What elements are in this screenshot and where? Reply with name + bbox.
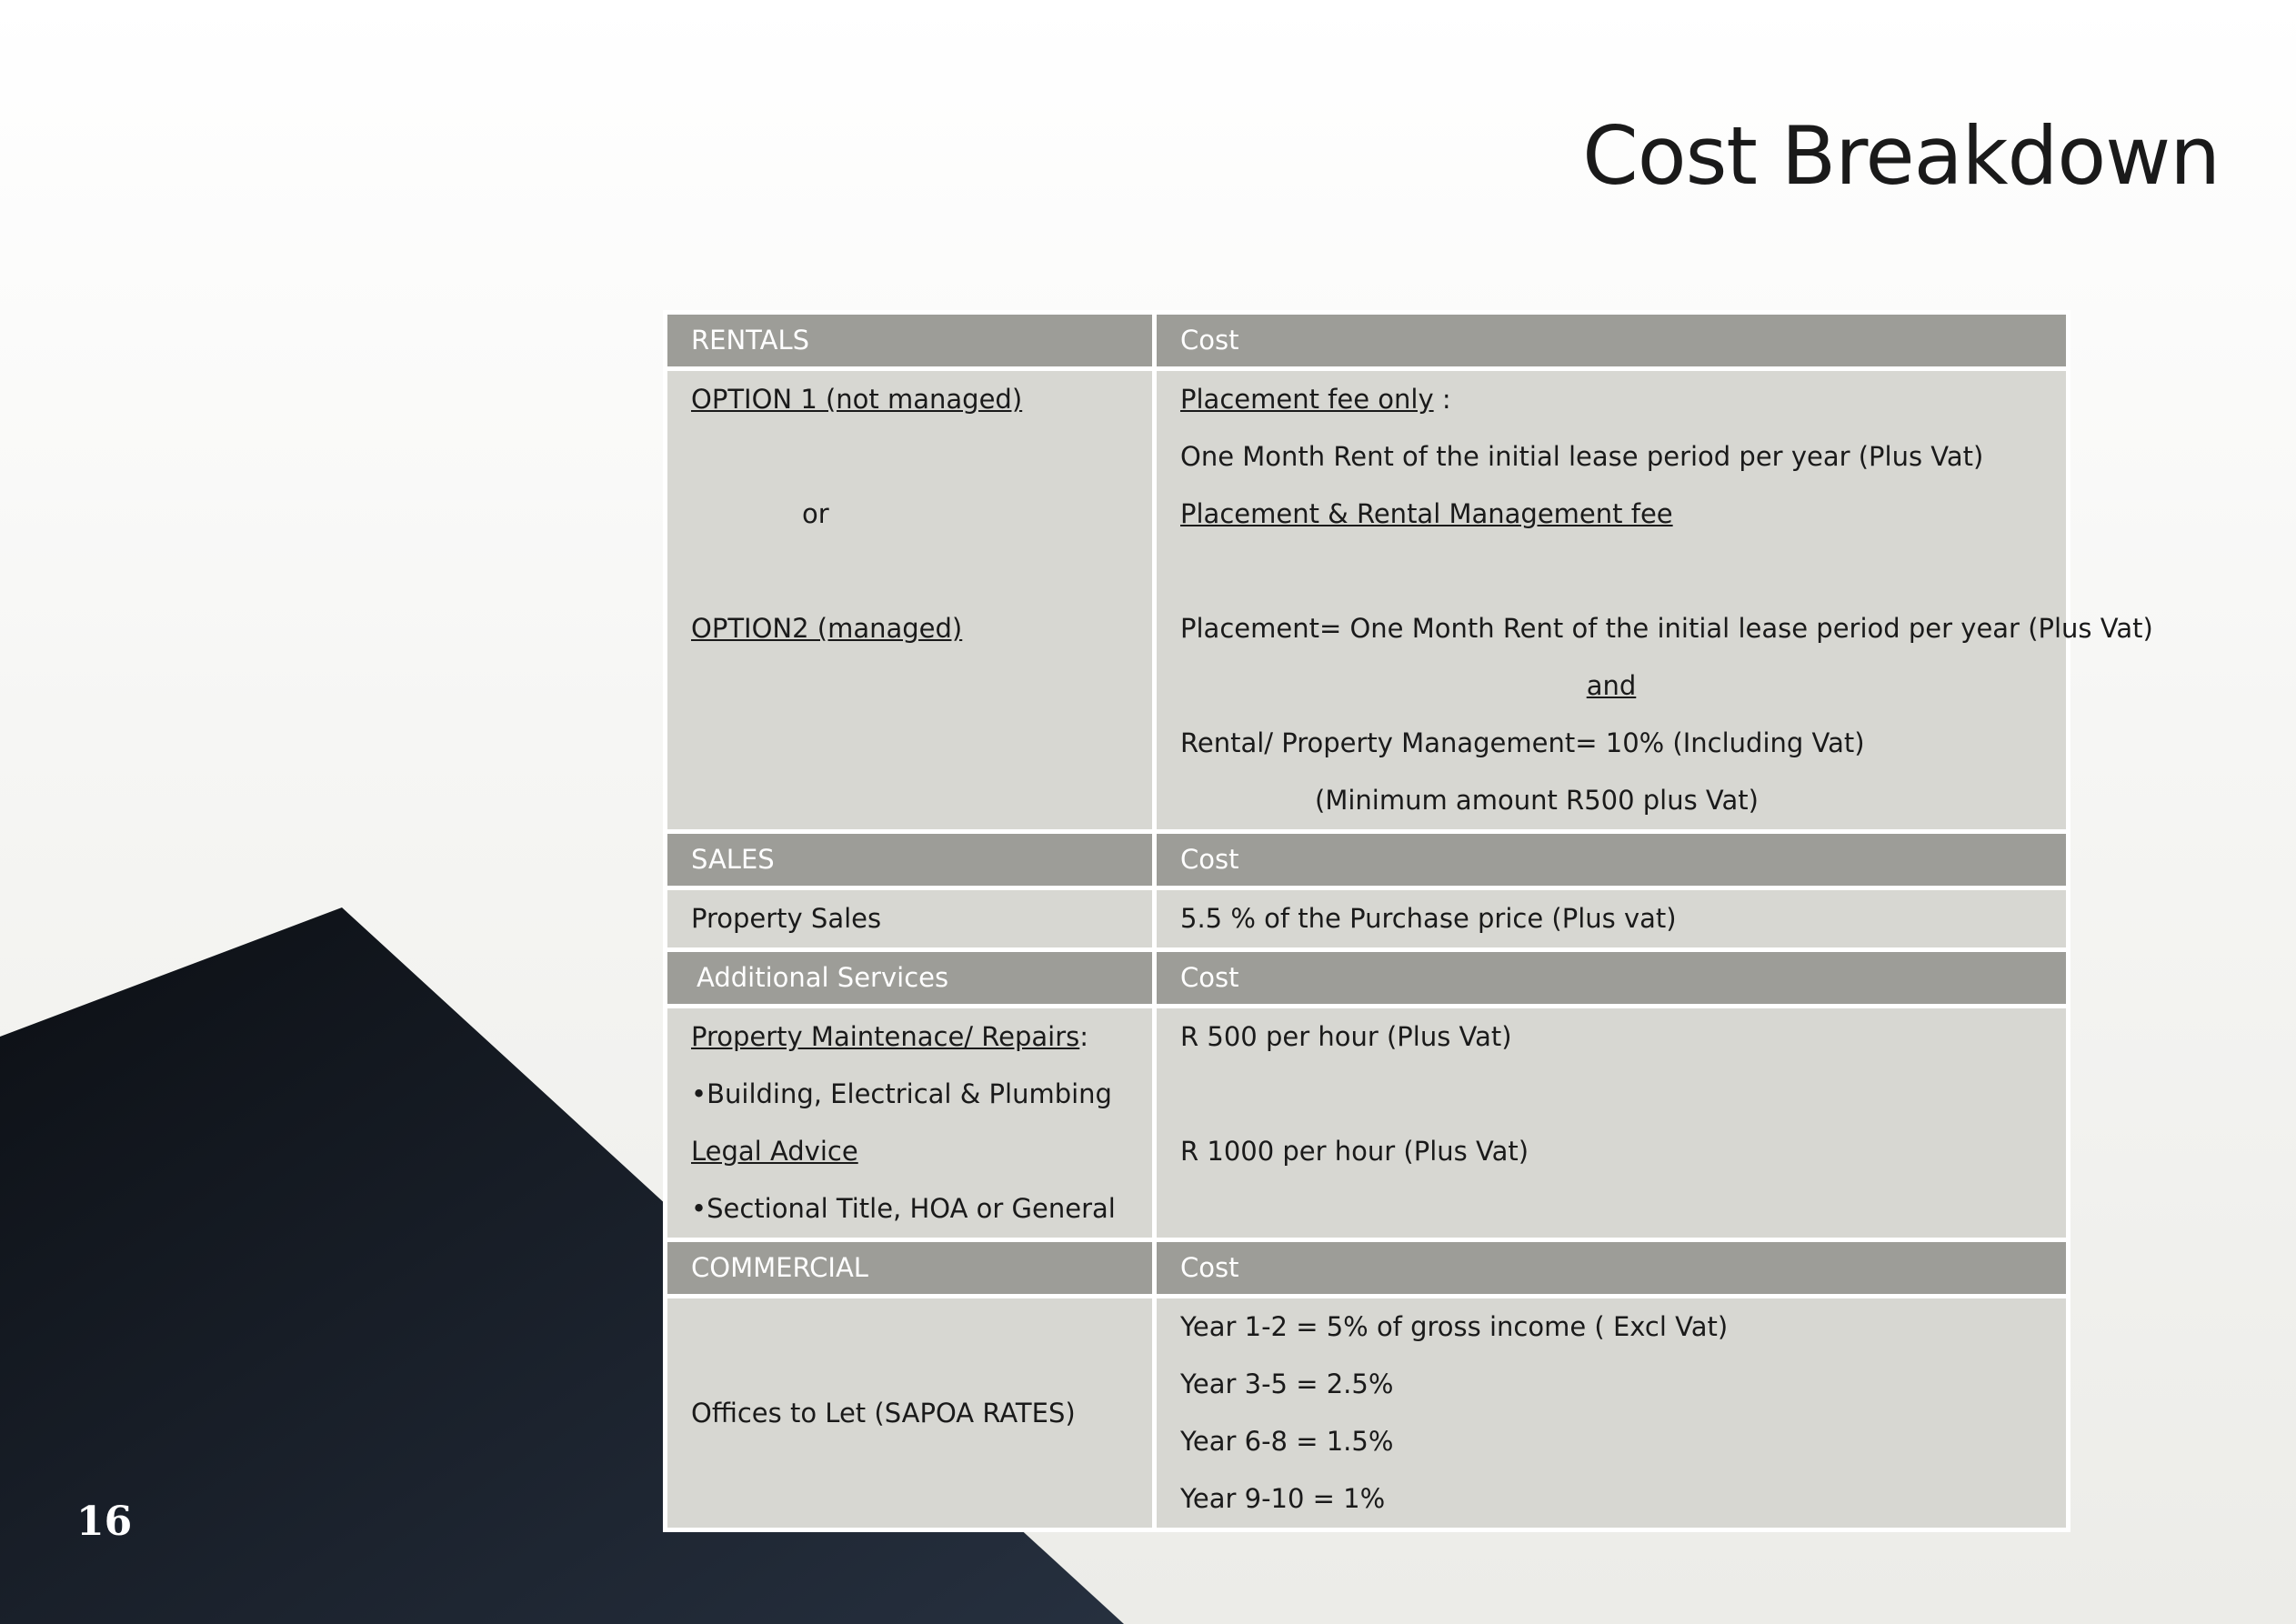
or-label: or <box>802 498 829 529</box>
legal-detail: •Sectional Title, HOA or General <box>691 1193 1116 1224</box>
placement-fee-label: Placement fee only <box>1180 384 1434 415</box>
sales-cost: 5.5 % of the Purchase price (Plus vat) <box>1180 903 1677 934</box>
rentals-header-row <box>666 313 2069 369</box>
and-label: and <box>1586 670 1637 701</box>
commercial-item-cell <box>666 1297 1155 1530</box>
commercial-header: COMMERCIAL <box>666 1240 1155 1297</box>
minimum-amount: (Minimum amount R500 plus Vat) <box>1315 785 1759 816</box>
sales-item: Property Sales <box>691 903 882 934</box>
option1-label: OPTION 1 (not managed) <box>691 384 1023 415</box>
additional-header: Additional Services <box>697 962 949 993</box>
rentals-cost-cell <box>1155 369 2153 832</box>
additional-cost-cell <box>1155 1007 2069 1240</box>
commercial-cost-header: Cost <box>1155 1240 2069 1297</box>
additional-cost-header: Cost <box>1155 950 2069 1007</box>
rentals-row <box>666 369 2069 832</box>
sales-header: SALES <box>666 832 1155 888</box>
commercial-item: Offices to Let (SAPOA RATES) <box>691 1397 1076 1429</box>
rentals-header: RENTALS <box>666 313 1155 369</box>
rentals-cost-header: Cost <box>1155 313 2069 369</box>
rentals-options-cell <box>666 369 1155 832</box>
legal-cost: R 1000 per hour (Plus Vat) <box>1180 1136 1529 1167</box>
commercial-row <box>666 1297 2069 1530</box>
commercial-header-row <box>666 1240 2069 1297</box>
legal-label: Legal Advice <box>691 1136 858 1167</box>
maintenance-colon: : <box>1079 1021 1089 1052</box>
page-number: 16 <box>76 1499 133 1545</box>
commercial-rates-cell <box>1155 1297 2069 1530</box>
maintenance-line <box>691 1008 1128 1066</box>
sales-cost-header: Cost <box>1155 832 2069 888</box>
cost-breakdown-table <box>663 310 2153 1532</box>
placement-fee-line <box>1180 371 2042 428</box>
maintenance-detail: •Building, Electrical & Plumbing <box>691 1078 1112 1109</box>
additional-row <box>666 1007 2069 1240</box>
management-fee-label: Placement & Rental Management fee <box>1180 498 1673 529</box>
maintenance-cost: R 500 per hour (Plus Vat) <box>1180 1021 1512 1052</box>
placement-fee-colon: : <box>1433 384 1451 415</box>
maintenance-label: Property Maintenace/ Repairs <box>691 1021 1080 1052</box>
page-title: Cost Breakdown <box>1582 109 2220 203</box>
placement-line: Placement= One Month Rent of the initial lease period per year (Plus Vat) <box>1180 613 2153 644</box>
commercial-rate: Year 1-2 = 5% of gross income ( Excl Vat) <box>1180 1311 1729 1342</box>
commercial-rate: Year 6-8 = 1.5% <box>1180 1426 1394 1457</box>
sales-header-row <box>666 832 2069 888</box>
placement-fee-desc: One Month Rent of the initial lease period per year (Plus Vat) <box>1180 441 1984 472</box>
sales-row <box>666 888 2069 950</box>
commercial-rate: Year 9-10 = 1% <box>1180 1483 1386 1514</box>
management-line: Rental/ Property Management= 10% (Including Vat) <box>1180 727 1865 758</box>
additional-services-cell <box>666 1007 1155 1240</box>
commercial-rate: Year 3-5 = 2.5% <box>1180 1368 1394 1399</box>
additional-header-row <box>666 950 2069 1007</box>
option2-label: OPTION2 (managed) <box>691 613 963 644</box>
